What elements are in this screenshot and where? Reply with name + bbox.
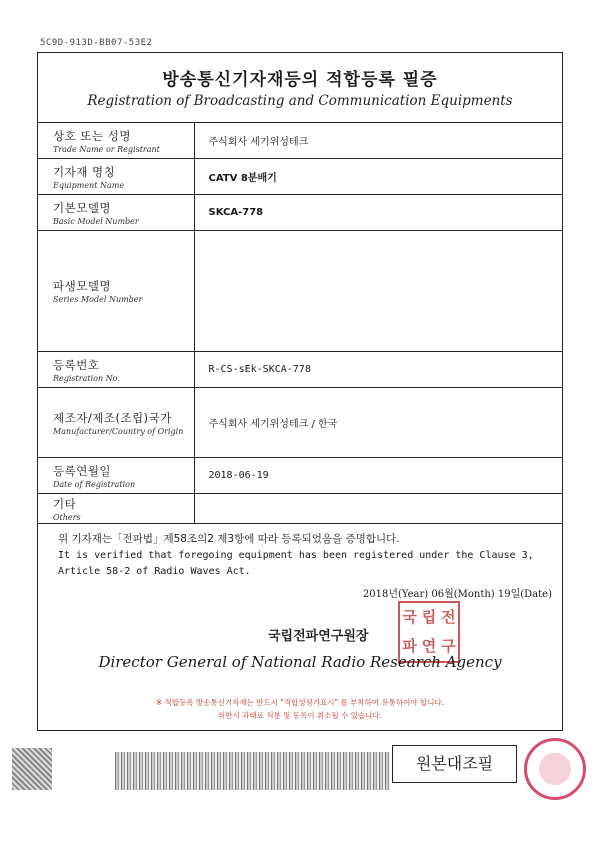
value-basic-model: SKCA-778: [194, 195, 562, 231]
seal-char: 립: [421, 608, 437, 626]
label-manufacturer-ko: 제조자/제조(조립)국가: [53, 410, 172, 425]
document-id: 5C9D-913D-BB07-53E2: [40, 38, 153, 48]
notice-line-1: ※ 적합등록 방송통신기자재는 반드시 "적합성평가표시" 를 부착하여 유통하여야 합니다.: [155, 698, 445, 707]
director-english: Director General of National Radio Research Agency: [98, 653, 502, 671]
title-english: Registration of Broadcasting and Communication Equipments: [87, 93, 513, 109]
value-series-model: [194, 231, 562, 352]
label-trade-name-ko: 상호 또는 성명: [53, 128, 131, 143]
security-pattern-left: [12, 748, 52, 790]
value-registration-no: R-CS-sEk-SKCA-778: [194, 352, 562, 388]
original-copy-stamp: 원본대조필: [392, 745, 517, 783]
label-registration-no-en: Registration No.: [53, 373, 120, 383]
label-equipment-name-ko: 기자재 명칭: [53, 164, 116, 179]
seal-char: 국: [402, 608, 417, 626]
security-barcode-strip: [115, 752, 390, 790]
label-series-model-ko: 파생모델명: [53, 279, 112, 293]
certificate-frame: [37, 52, 563, 731]
label-others-ko: 기타: [53, 496, 77, 511]
label-equipment-name-en: Equipment Name: [53, 180, 125, 190]
director-korean: 국립전파연구원장: [268, 629, 369, 644]
row-manufacturer: [38, 388, 562, 458]
row-trade-name: [38, 123, 562, 159]
seal-char: 파: [402, 637, 417, 655]
row-others: [38, 494, 562, 524]
label-date-registration-en: Date of Registration: [53, 479, 136, 489]
row-series-model: [38, 231, 562, 352]
seal-char: 전: [441, 608, 456, 626]
value-others: [194, 494, 562, 524]
seal-char: 연: [421, 637, 437, 655]
round-seal-stamp: [524, 738, 586, 800]
compliance-notice: [38, 696, 562, 722]
value-trade-name: 주식회사 세기위성테크: [194, 123, 562, 159]
label-basic-model-en: Basic Model Number: [53, 216, 139, 226]
row-basic-model: [38, 195, 562, 231]
issue-date: 2018년(Year) 06월(Month) 19일(Date): [362, 589, 552, 600]
label-trade-name-en: Trade Name or Registrant: [53, 144, 160, 154]
statement-korean: 위 기자재는「전파법」제58조의2 제3항에 따라 등록되었음을 증명합니다.: [58, 533, 400, 545]
statement-english: It is verified that foregoing equipment has been registered under the Clause 3, Article 58-2 of Radio Waves Act.: [58, 550, 534, 577]
label-basic-model-ko: 기본모델명: [53, 200, 112, 215]
label-date-registration-ko: 등록연월일: [53, 463, 112, 478]
label-series-model-en: Series Model Number: [53, 295, 143, 304]
value-date-registration: 2018-06-19: [194, 458, 562, 494]
value-manufacturer: 주식회사 세기위성테크 / 한국: [194, 388, 562, 458]
notice-line-2: 위반시 과태료 처분 및 등록이 취소될 수 있습니다.: [218, 711, 382, 720]
row-date-registration: [38, 458, 562, 494]
label-manufacturer-en: Manufacturer/Country of Origin: [53, 426, 184, 436]
value-equipment-name: CATV 8분배기: [194, 159, 562, 195]
title-korean: 방송통신기자재등의 적합등록 필증: [162, 70, 438, 90]
label-registration-no-ko: 등록번호: [53, 357, 100, 372]
label-others-en: Others: [53, 512, 81, 522]
seal-char: 구: [441, 637, 456, 655]
row-registration-no: [38, 352, 562, 388]
row-equipment-name: [38, 159, 562, 195]
registration-table: [38, 122, 562, 524]
